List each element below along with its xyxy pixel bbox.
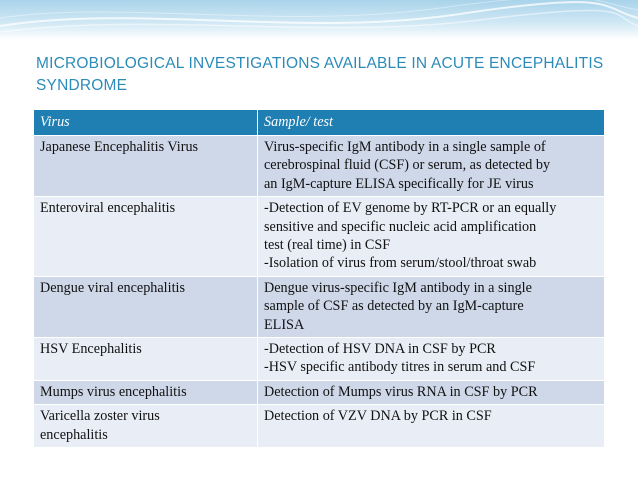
table-row [34,197,605,277]
virus-cell [34,338,258,381]
investigations-table [33,109,605,448]
virus-cell [34,276,258,337]
sample-test-line: sensitive and specific nucleic acid amplification [264,218,537,235]
virus-name-line: HSV Encephalitis [40,341,142,358]
table-row [34,136,605,197]
table-row [34,338,605,381]
sample-test-line: cerebrospinal fluid (CSF) or serum, as detected by [264,157,551,174]
sample-test-line: sample of CSF as detected by an IgM-capture [264,298,524,315]
virus-name-line: encephalitis [40,426,108,443]
table-row [34,380,605,404]
table-row [34,405,605,448]
sample-test-line: -Detection of EV genome by RT-PCR or an equally [264,200,557,217]
sample-test-cell [258,405,605,448]
sample-test-line: an IgM-capture ELISA specifically for JE virus [264,175,534,192]
sample-test-line: test (real time) in CSF [264,237,391,254]
sample-test-line: -Detection of HSV DNA in CSF by PCR [264,341,496,358]
virus-name-line: Dengue viral encephalitis [40,279,185,296]
sample-test-cell [258,380,605,404]
virus-cell [34,405,258,448]
virus-name-line: Japanese Encephalitis Virus [40,139,199,155]
sample-test-cell [258,136,605,197]
sample-test-cell [258,338,605,381]
header-sample-test: Sample/ test [258,110,605,136]
wave-decoration [0,0,638,40]
sample-test-cell [258,276,605,337]
slide-title: MICROBIOLOGICAL INVESTIGATIONS AVAILABLE IN ACUTE ENCEPHALITIS SYNDROME [36,55,604,94]
sample-test-line: -Isolation of virus from serum/stool/throat swab [264,255,537,272]
decorative-header-band [0,0,638,40]
virus-name-line: Varicella zoster virus [40,408,160,425]
virus-name-line: Enteroviral encephalitis [40,200,176,217]
virus-name-line: Mumps virus encephalitis [40,383,187,400]
virus-cell [34,380,258,404]
sample-test-line: Virus-specific IgM antibody in a single sample of [264,139,546,155]
virus-cell [34,197,258,277]
table-row [34,276,605,337]
table-header-row [34,110,605,136]
sample-test-line: -HSV specific antibody titres in serum and CSF [264,359,536,376]
sample-test-cell [258,197,605,277]
header-virus: Virus [34,110,258,136]
sample-test-line: Detection of Mumps virus RNA in CSF by PCR [264,383,538,400]
sample-test-line: Dengue virus-specific IgM antibody in a single [264,279,532,296]
sample-test-line: Detection of VZV DNA by PCR in CSF [264,408,492,425]
sample-test-line: ELISA [264,316,305,333]
virus-cell [34,136,258,197]
